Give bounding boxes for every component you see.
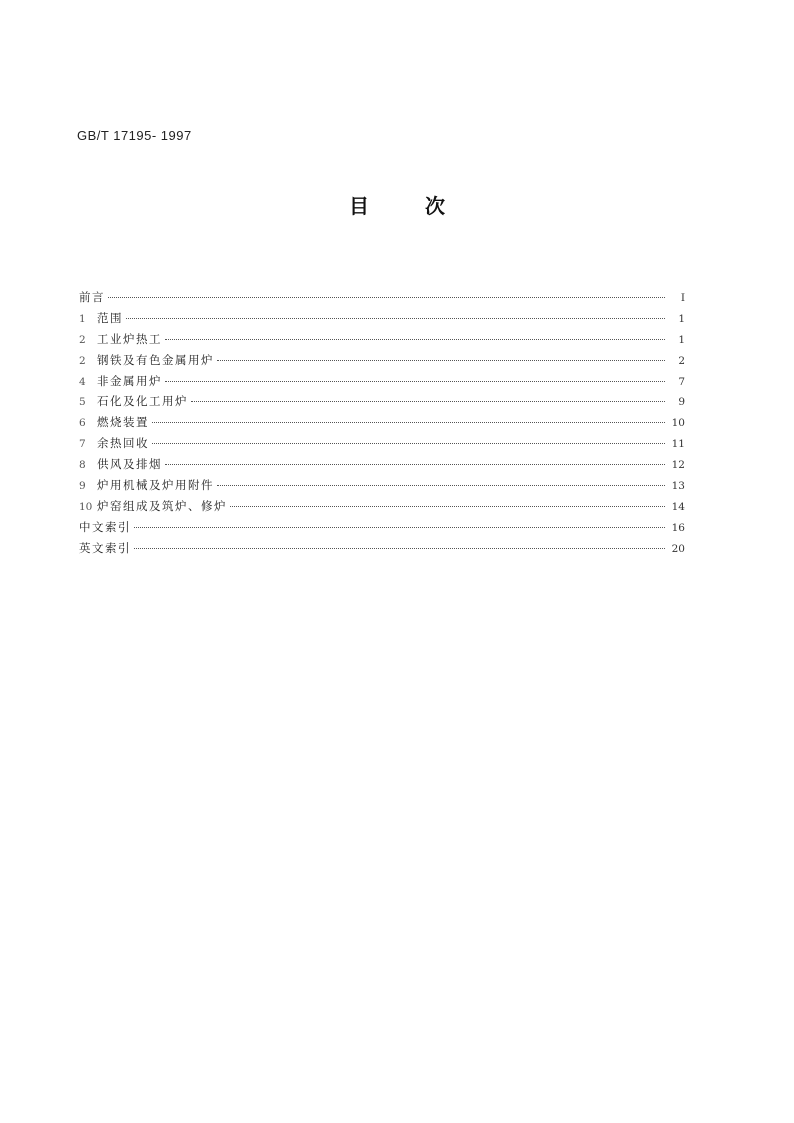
title-char-1: 目 [349, 194, 369, 218]
toc-entry-label: 范围 [97, 310, 123, 325]
dot-leader [108, 297, 665, 298]
dot-leader [126, 318, 665, 319]
toc-entry-1[interactable] [79, 308, 685, 329]
toc-entry-number: 7 [79, 438, 86, 451]
toc-entry-label: 燃烧装置 [97, 415, 149, 430]
toc-entry-page: 9 [678, 396, 685, 409]
toc-entry-page: 20 [671, 542, 685, 555]
toc-entry-number: 4 [79, 375, 86, 388]
toc-entry-label: 石化及化工用炉 [97, 394, 188, 409]
toc-entry-label: 非金属用炉 [97, 373, 162, 388]
standard-code: GB/T 17195- 1997 [77, 128, 192, 143]
toc-entry-number: 10 [79, 500, 93, 513]
toc-entry-page: I [680, 292, 685, 304]
toc-entry-page: 13 [671, 480, 685, 493]
toc-entry-page: 1 [678, 333, 685, 346]
toc-entry-3[interactable] [79, 350, 685, 371]
toc-entry-9[interactable] [79, 475, 685, 496]
toc-entry-label: 前言 [79, 290, 105, 304]
dot-leader [134, 527, 665, 528]
dot-leader [134, 548, 665, 549]
toc-entry-chinese-index[interactable] [79, 517, 685, 538]
dot-leader [152, 443, 665, 444]
dot-leader [152, 422, 665, 423]
toc-entry-number: 8 [79, 459, 86, 472]
toc-entry-label: 钢铁及有色金属用炉 [97, 352, 214, 367]
dot-leader [191, 401, 665, 402]
toc-entry-label: 炉用机械及炉用附件 [97, 478, 214, 493]
toc-entry-page: 12 [671, 459, 685, 472]
toc-entry-label: 供风及排烟 [97, 457, 162, 472]
toc-entry-page: 7 [678, 375, 685, 388]
toc-entry-english-index[interactable] [79, 538, 685, 559]
toc-entry-label: 工业炉热工 [97, 331, 162, 346]
toc-entry-5[interactable] [79, 391, 685, 412]
page-title [0, 190, 794, 219]
dot-leader [165, 339, 665, 340]
toc-entry-number: 9 [79, 480, 86, 493]
toc-entry-7[interactable] [79, 433, 685, 454]
toc-entry-number: 2 [79, 354, 86, 367]
dot-leader [217, 360, 665, 361]
toc-entry-4[interactable] [79, 371, 685, 392]
dot-leader [165, 464, 665, 465]
title-char-2: 次 [425, 194, 445, 218]
toc-entry-2[interactable] [79, 329, 685, 350]
toc-entry-page: 14 [671, 500, 685, 513]
toc-entry-label: 中文索引 [79, 519, 131, 534]
toc-entry-page: 11 [671, 438, 685, 451]
toc-entry-page: 2 [678, 354, 685, 367]
toc-entry-page: 16 [671, 521, 685, 534]
toc-entry-number: 2 [79, 333, 86, 346]
dot-leader [217, 485, 665, 486]
dot-leader [230, 506, 665, 507]
toc-entry-10[interactable] [79, 496, 685, 517]
toc-entry-page: 1 [678, 312, 685, 325]
table-of-contents [79, 287, 685, 559]
toc-entry-label: 炉窑组成及筑炉、修炉 [97, 498, 227, 513]
toc-entry-number: 5 [79, 396, 86, 409]
dot-leader [165, 381, 665, 382]
toc-entry-number: 1 [79, 312, 86, 325]
toc-entry-page: 10 [671, 417, 685, 430]
toc-entry-foreword[interactable] [79, 287, 685, 308]
toc-entry-8[interactable] [79, 454, 685, 475]
toc-entry-label: 英文索引 [79, 540, 131, 555]
toc-entry-6[interactable] [79, 412, 685, 433]
toc-entry-label: 余热回收 [97, 436, 149, 451]
toc-entry-number: 6 [79, 417, 86, 430]
